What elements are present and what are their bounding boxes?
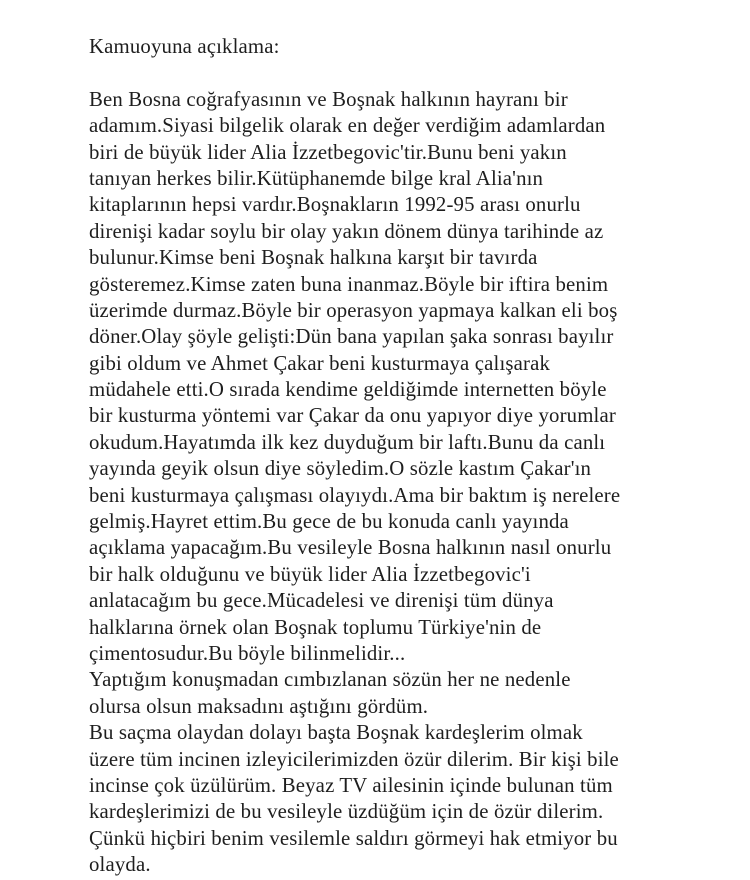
text-line: gösteremez.Kimse zaten buna inanmaz.Böyle bir iftira benim — [89, 272, 609, 296]
text-line: çimentosudur.Bu böyle bilinmelidir... — [89, 641, 406, 665]
text-line: kitaplarının hepsi vardır.Boşnakların 1992-95 arası onurlu — [89, 193, 581, 217]
text-line: bir kusturma yöntemi var Çakar da onu yapıyor diye yorumlar — [89, 404, 616, 428]
text-line: döner.Olay şöyle gelişti:Dün bana yapılan şaka sonrası bayılır — [89, 325, 614, 349]
paragraph-2 — [89, 667, 729, 720]
text-line: incinse çok üzülürüm. Beyaz TV ailesinin içinde bulunan tüm — [89, 773, 613, 797]
text-line: Yaptığım konuşmadan cımbızlanan sözün her ne nedenle — [89, 668, 571, 692]
text-line: beni kusturmaya çalışması olayıydı.Ama bir baktım iş nerelere — [89, 483, 621, 507]
text-line: olayda. — [89, 853, 151, 877]
text-line: okudum.Hayatımda ilk kez duyduğum bir laftı.Bunu da canlı — [89, 430, 606, 454]
text-line: üzerimde durmaz.Böyle bir operasyon yapmaya kalkan eli boş — [89, 298, 618, 322]
text-line: Çünkü hiçbiri benim vesilemle saldırı görmeyi hak etmiyor bu — [89, 826, 618, 850]
text-line: bulunur.Kimse beni Boşnak halkına karşıt bir tavırda — [89, 246, 538, 270]
text-line: halklarına örnek olan Boşnak toplumu Türkiye'nin de — [89, 615, 542, 639]
document-title: Kamuoyuna açıklama: — [89, 35, 280, 58]
text-line: anlatacağım bu gece.Mücadelesi ve direnişi tüm dünya — [89, 589, 554, 613]
text-line: açıklama yapacağım.Bu vesileyle Bosna halkının nasıl onurlu — [89, 536, 612, 560]
text-line: gibi oldum ve Ahmet Çakar beni kusturmaya çalışarak — [89, 351, 551, 375]
text-line: bir halk olduğunu ve büyük lider Alia İzzetbegovic'i — [89, 562, 531, 586]
text-line: kardeşlerimizi de bu vesileyle üzdüğüm için de özür dilerim. — [89, 800, 604, 824]
text-line: biri de büyük lider Alia İzzetbegovic'tir.Bunu beni yakın — [89, 140, 567, 164]
text-line: müdahele etti.O sırada kendime geldiğimde internetten böyle — [89, 378, 607, 402]
text-line: Ben Bosna coğrafyasının ve Boşnak halkının hayranı bir — [89, 87, 568, 111]
paragraph-1 — [89, 87, 729, 668]
text-line: üzere tüm incinen izleyicilerimizden özür dilerim. Bir kişi bile — [89, 747, 619, 771]
text-line: direnişi kadar soylu bir olay yakın dönem dünya tarihinde az — [89, 219, 604, 243]
text-line: yayında geyik olsun diye söyledim.O sözle kastım Çakar'ın — [89, 457, 592, 481]
text-line: Bu saçma olaydan dolayı başta Boşnak kardeşlerim olmak — [89, 721, 583, 745]
text-line: tanıyan herkes bilir.Kütüphanemde bilge kral Alia'nın — [89, 166, 544, 190]
paragraph-spacer — [89, 60, 729, 86]
text-line: gelmiş.Hayret ettim.Bu gece de bu konuda canlı yayında — [89, 510, 569, 534]
paragraph-3 — [89, 720, 729, 878]
statement-text — [89, 34, 729, 879]
text-line: olursa olsun maksadını aştığını gördüm. — [89, 694, 429, 718]
text-line: adamım.Siyasi bilgelik olarak en değer verdiğim adamlardan — [89, 114, 606, 138]
